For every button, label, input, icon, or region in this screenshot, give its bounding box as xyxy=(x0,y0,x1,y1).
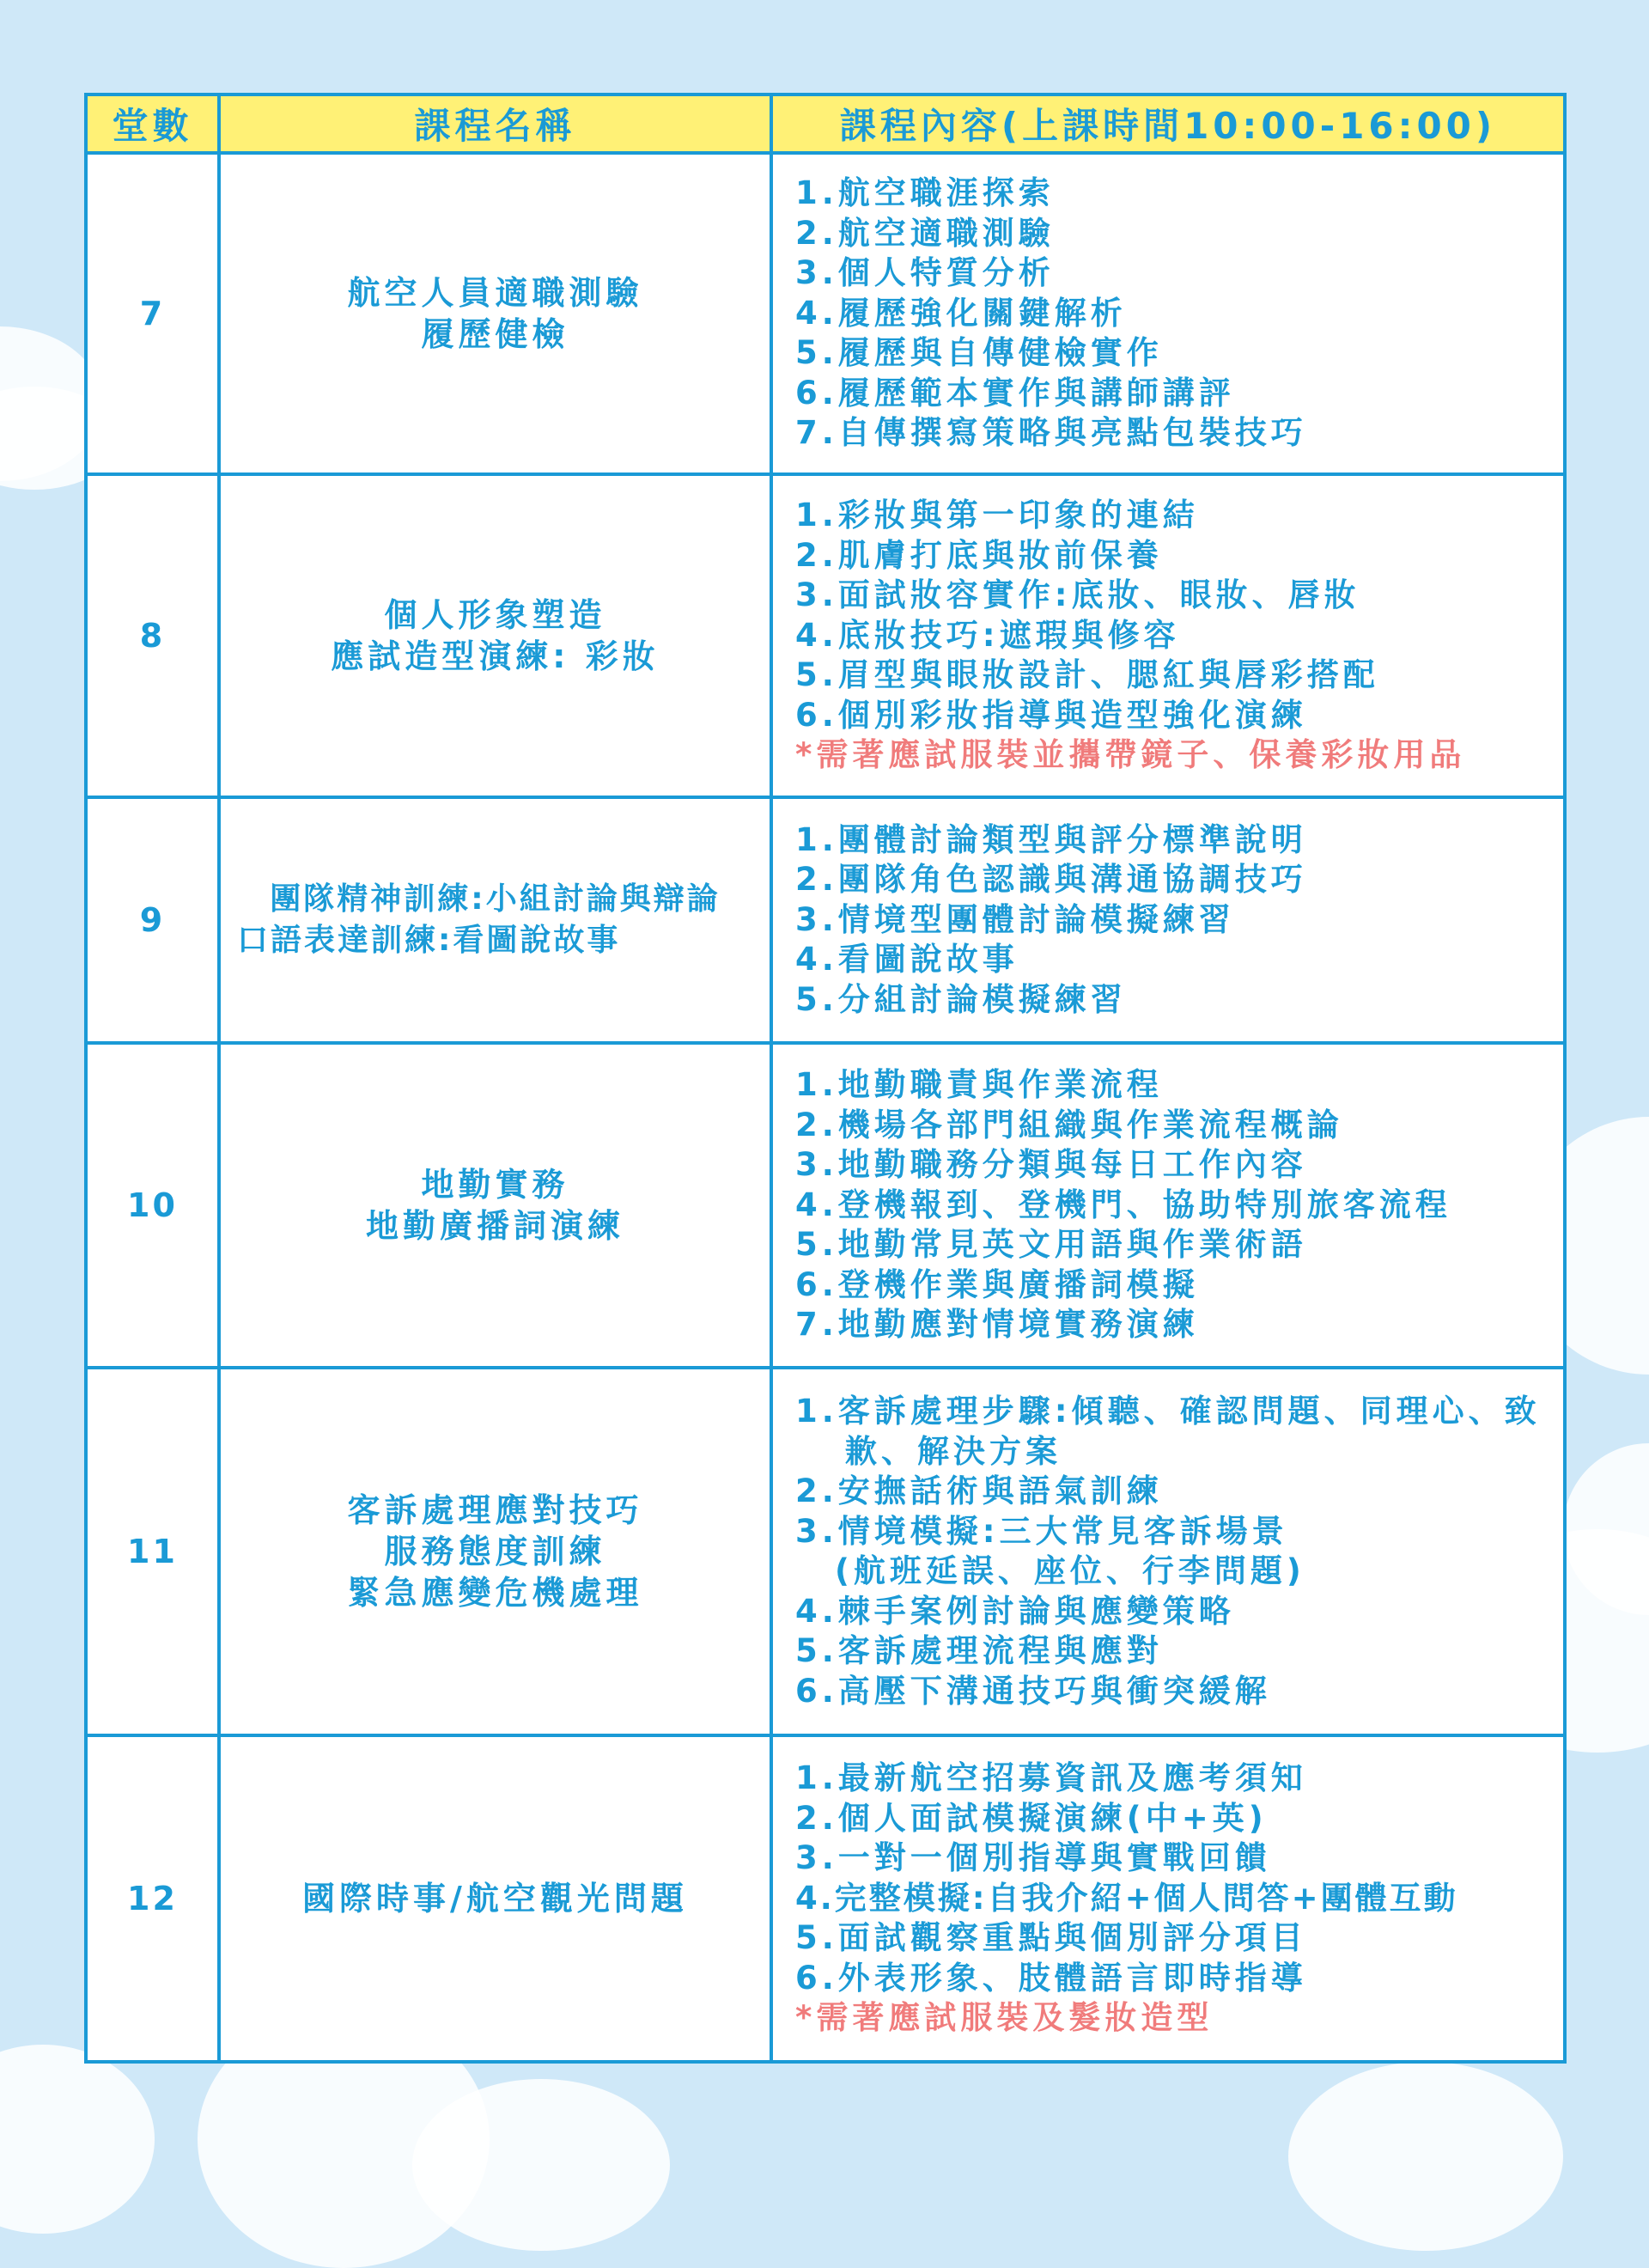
content-item: 1.彩妝與第一印象的連結 xyxy=(795,497,1199,534)
content-item: 1.團體討論類型與評分標準說明 xyxy=(795,820,1307,858)
session-number: 12 xyxy=(86,1735,219,2062)
table-header-row xyxy=(86,94,1565,153)
content-item: 6.履歷範本實作與講師講評 xyxy=(795,374,1235,412)
content-item: 3.面試妝容實作:底妝、眼妝、唇妝 xyxy=(795,576,1360,614)
course-name xyxy=(219,797,771,1043)
content-item: 3.個人特質分析 xyxy=(795,254,1055,292)
course-name xyxy=(219,1735,771,2062)
content-item: 4.看圖說故事 xyxy=(795,941,1019,979)
cloud-decoration xyxy=(412,2079,670,2251)
content-note: *需著應試服裝及髮妝造型 xyxy=(795,1999,1214,2037)
content-item: 1.地勤職責與作業流程 xyxy=(795,1066,1163,1104)
content-item: 6.高壓下溝通技巧與衝突緩解 xyxy=(795,1672,1271,1710)
course-name-line: 客訴處理應對技巧 xyxy=(347,1491,643,1529)
content-note: *需著應試服裝並攜帶鏡子、保養彩妝用品 xyxy=(795,736,1466,774)
course-content xyxy=(771,1043,1565,1368)
cloud-decoration xyxy=(1288,2062,1563,2251)
session-number: 9 xyxy=(86,797,219,1043)
content-item: 7.地勤應對情境實務演練 xyxy=(795,1306,1199,1344)
course-table-container xyxy=(84,93,1563,2062)
content-item: 3.情境型團體討論模擬練習 xyxy=(795,900,1235,938)
cloud-decoration xyxy=(0,2045,155,2234)
course-name-line: 團隊精神訓練:小組討論與辯論 xyxy=(270,881,721,917)
content-item: 5.眉型與眼妝設計、腮紅與唇彩搭配 xyxy=(795,656,1379,694)
course-name xyxy=(219,1368,771,1735)
table-row xyxy=(86,474,1565,797)
session-number: 8 xyxy=(86,474,219,797)
content-item: 3.情境模擬:三大常見客訴場景 xyxy=(795,1512,1288,1550)
course-name xyxy=(219,474,771,797)
session-number: 7 xyxy=(86,153,219,474)
content-item: 1.最新航空招募資訊及應考須知 xyxy=(795,1759,1307,1797)
course-name xyxy=(219,1043,771,1368)
course-name-line: 口語表達訓練:看圖說故事 xyxy=(237,923,621,958)
content-item: 6.外表形象、肢體語言即時指導 xyxy=(795,1959,1307,1997)
content-item-continued: 歉、解決方案 xyxy=(845,1432,1062,1470)
content-item: 5.履歷與自傳健檢實作 xyxy=(795,334,1163,372)
course-name-line: 個人形象塑造 xyxy=(384,596,606,634)
header-session: 堂數 xyxy=(86,94,219,153)
content-item: 4.底妝技巧:遮瑕與修容 xyxy=(795,616,1180,654)
content-item: 2.機場各部門組織與作業流程概論 xyxy=(795,1106,1343,1143)
content-item: 4.登機報到、登機門、協助特別旅客流程 xyxy=(795,1186,1451,1223)
course-name-line: 國際時事/航空觀光問題 xyxy=(302,1880,688,1917)
content-item: 3.一對一個別指導與實戰回饋 xyxy=(795,1839,1271,1877)
content-item: 5.面試觀察重點與個別評分項目 xyxy=(795,1919,1307,1957)
course-name-line: 緊急應變危機處理 xyxy=(347,1574,643,1612)
course-table xyxy=(84,93,1567,2064)
course-content xyxy=(771,474,1565,797)
content-item: 1.航空職涯探索 xyxy=(795,174,1055,212)
course-name-line: 履歷健檢 xyxy=(421,315,569,353)
course-content xyxy=(771,797,1565,1043)
course-content xyxy=(771,1735,1565,2062)
table-row xyxy=(86,1368,1565,1735)
course-name-line: 地勤實務 xyxy=(421,1166,569,1204)
content-item: 7.自傳撰寫策略與亮點包裝技巧 xyxy=(795,414,1307,452)
content-item: 5.分組討論模擬練習 xyxy=(795,980,1127,1018)
course-name-line: 服務態度訓練 xyxy=(384,1533,606,1570)
content-item-continued: (航班延誤、座位、行李問題) xyxy=(835,1552,1305,1589)
content-item: 3.地勤職務分類與每日工作內容 xyxy=(795,1146,1307,1184)
course-content xyxy=(771,153,1565,474)
content-item: 1.客訴處理步驟:傾聽、確認問題、同理心、致 xyxy=(795,1393,1541,1430)
course-name xyxy=(219,153,771,474)
table-row xyxy=(86,1043,1565,1368)
session-number: 10 xyxy=(86,1043,219,1368)
table-row xyxy=(86,153,1565,474)
table-row xyxy=(86,1735,1565,2062)
header-course-content: 課程內容(上課時間10:00-16:00) xyxy=(771,94,1565,153)
content-item: 5.地勤常見英文用語與作業術語 xyxy=(795,1226,1307,1264)
course-content xyxy=(771,1368,1565,1735)
course-name-line: 應試造型演練: 彩妝 xyxy=(331,637,660,675)
content-item: 2.安撫話術與語氣訓練 xyxy=(795,1472,1163,1509)
content-item: 2.個人面試模擬演練(中+英) xyxy=(795,1799,1268,1837)
content-item: 2.團隊角色認識與溝通協調技巧 xyxy=(795,861,1307,899)
content-item: 2.航空適職測驗 xyxy=(795,214,1055,252)
content-item: 5.客訴處理流程與應對 xyxy=(795,1632,1163,1669)
table-row xyxy=(86,797,1565,1043)
content-item: 6.個別彩妝指導與造型強化演練 xyxy=(795,696,1307,734)
course-name-line: 地勤廣播詞演練 xyxy=(365,1207,624,1245)
session-number: 11 xyxy=(86,1368,219,1735)
content-item: 6.登機作業與廣播詞模擬 xyxy=(795,1265,1199,1303)
header-course-name: 課程名稱 xyxy=(219,94,771,153)
content-item: 4.棘手案例討論與應變策略 xyxy=(795,1592,1235,1630)
content-item: 4.履歷強化關鍵解析 xyxy=(795,294,1127,332)
content-item: 2.肌膚打底與妝前保養 xyxy=(795,536,1163,574)
course-name-line: 航空人員適職測驗 xyxy=(347,274,643,312)
content-item: 4.完整模擬:自我介紹+個人問答+團體互動 xyxy=(795,1879,1458,1917)
